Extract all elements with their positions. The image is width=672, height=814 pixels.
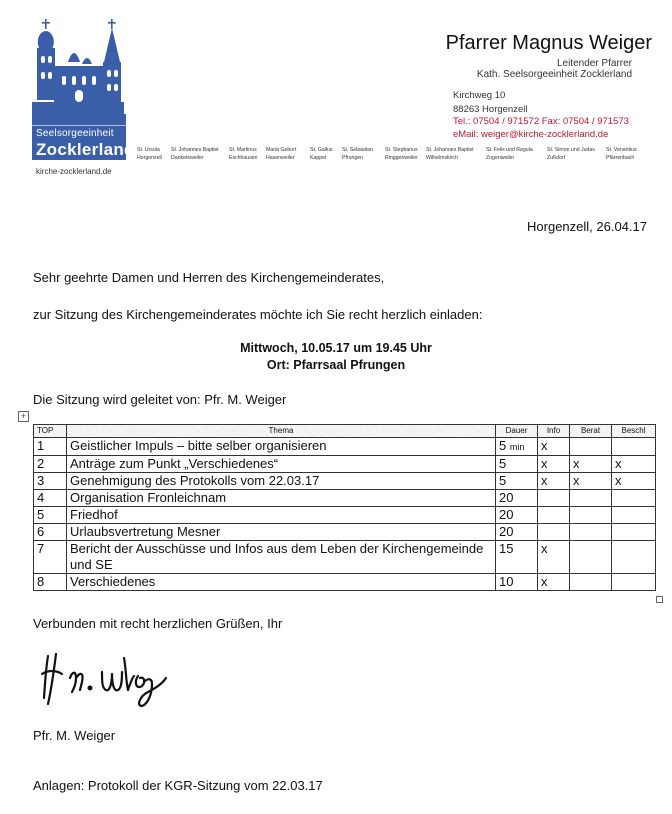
cell-info: x (538, 456, 570, 473)
attachments-note: Anlagen: Protokoll der KGR-Sitzung vom 22.03.17 (33, 778, 323, 793)
col-header-top: TOP (34, 425, 67, 438)
cell-thema: Urlaubsvertretung Mesner (67, 524, 496, 541)
sender-email[interactable]: eMail: weiger@kirche-zocklerland.de (453, 129, 609, 140)
logo-line-2: Zocklerland (36, 140, 135, 159)
cell-berat (570, 438, 612, 456)
invitation-text: zur Sitzung des Kirchengemeinderates möchte ich Sie recht herzlich einladen: (33, 307, 483, 322)
col-header-info: Info (538, 425, 570, 438)
cell-beschl (612, 507, 656, 524)
cell-info (538, 490, 570, 507)
agenda-table (33, 424, 656, 591)
cell-beschl (612, 574, 656, 591)
logo-line-1: Seelsorgeeinheit (36, 128, 114, 139)
cell-top: 6 (34, 524, 67, 541)
meeting-date: Mittwoch, 10.05.17 um 19.45 Uhr (240, 341, 432, 355)
letter-date: Horgenzell, 26.04.17 (527, 219, 647, 234)
cell-top: 2 (34, 456, 67, 473)
cell-thema: Geistlicher Impuls – bitte selber organisieren (67, 438, 496, 456)
cell-beschl (612, 490, 656, 507)
cell-dauer: 5 (496, 456, 538, 473)
cell-beschl (612, 438, 656, 456)
cell-beschl (612, 541, 656, 574)
parish-item: St. Simon und Judas Zußdorf (547, 147, 595, 161)
cell-beschl: x (612, 473, 656, 490)
cell-info: x (538, 473, 570, 490)
meeting-chair: Die Sitzung wird geleitet von: Pfr. M. Weiger (33, 392, 287, 407)
cell-top: 5 (34, 507, 67, 524)
cell-berat: x (570, 473, 612, 490)
cell-top: 7 (34, 541, 67, 574)
parish-item: St. Sebastian Pfrungen (342, 147, 373, 161)
col-header-berat: Berat (570, 425, 612, 438)
cell-beschl (612, 524, 656, 541)
table-row (34, 541, 656, 574)
cell-dauer: 10 (496, 574, 538, 591)
col-header-dauer: Dauer (496, 425, 538, 438)
parish-item: St. Stephanus Ringgenweiler (385, 147, 418, 161)
cell-dauer: 5 (496, 473, 538, 490)
cell-top: 1 (34, 438, 67, 456)
salutation: Sehr geehrte Damen und Herren des Kirchengemeinderates, (33, 270, 385, 285)
table-move-handle[interactable]: + (18, 411, 29, 422)
cell-info: x (538, 438, 570, 456)
signer-name: Pfr. M. Weiger (33, 728, 116, 743)
cell-thema: Verschiedenes (67, 574, 496, 591)
cell-beschl: x (612, 456, 656, 473)
table-row (34, 507, 656, 524)
cell-berat (570, 507, 612, 524)
cell-berat (570, 541, 612, 574)
cell-thema: Organisation Fronleichnam (67, 490, 496, 507)
cell-berat (570, 490, 612, 507)
table-row (34, 490, 656, 507)
cell-top: 8 (34, 574, 67, 591)
cell-dauer: 20 (496, 490, 538, 507)
cell-thema: Bericht der Ausschüsse und Infos aus dem Leben der Kirchengemeinde und SE (67, 541, 496, 574)
sender-phone-fax: Tel.: 07504 / 971572 Fax: 07504 / 971573 (453, 116, 629, 127)
col-header-thema: Thema (67, 425, 496, 438)
cell-dauer: 20 (496, 507, 538, 524)
cell-berat (570, 574, 612, 591)
sender-city: 88263 Horgenzell (453, 104, 528, 115)
table-row (34, 438, 656, 456)
cell-berat: x (570, 456, 612, 473)
cell-thema: Genehmigung des Protokolls vom 22.03.17 (67, 473, 496, 490)
cell-thema: Friedhof (67, 507, 496, 524)
parish-item: St. Venantius Pfärrenbach (606, 147, 637, 161)
parish-item: St. Johannes Baptist Danketsweiler (171, 147, 219, 161)
cell-dauer: 5 min (496, 438, 538, 456)
logo-url[interactable]: kirche-zocklerland.de (36, 167, 112, 176)
table-resize-handle[interactable] (656, 596, 663, 603)
cell-dauer: 15 (496, 541, 538, 574)
cell-dauer: 20 (496, 524, 538, 541)
parish-item: St. Ursula Horgenzell (137, 147, 162, 161)
sender-street: Kirchweg 10 (453, 90, 506, 101)
table-row (34, 456, 656, 473)
cell-top: 3 (34, 473, 67, 490)
cell-thema: Anträge zum Punkt „Verschiedenes“ (67, 456, 496, 473)
parish-item: Mariä Geburt Hasenweiler (266, 147, 297, 161)
cell-info (538, 524, 570, 541)
sender-role: Leitender Pfarrer (556, 58, 632, 69)
sender-unit: Kath. Seelsorgeeinheit Zocklerland (476, 69, 632, 80)
table-row (34, 524, 656, 541)
cell-berat (570, 524, 612, 541)
cell-top: 4 (34, 490, 67, 507)
parish-item: St. Felix und Regula Zogenweiler (486, 147, 533, 161)
meeting-place: Ort: Pfarrsaal Pfrungen (266, 358, 406, 372)
parish-item: St. Johannes Baptist Wilhelmskirch (426, 147, 474, 161)
closing-greeting: Verbunden mit recht herzlichen Grüßen, Ihr (33, 616, 283, 631)
cell-info: x (538, 541, 570, 574)
cell-info (538, 507, 570, 524)
table-row (34, 473, 656, 490)
parish-item: St. Martinus Eschhausen (229, 147, 258, 161)
table-row (34, 574, 656, 591)
parish-item: St. Gallus Kappel (310, 147, 333, 161)
sender-name: Pfarrer Magnus Weiger (445, 32, 652, 54)
handwritten-signature (36, 648, 176, 710)
cell-info: x (538, 574, 570, 591)
col-header-beschl: Beschl (612, 425, 656, 438)
table-header-row (34, 425, 656, 438)
